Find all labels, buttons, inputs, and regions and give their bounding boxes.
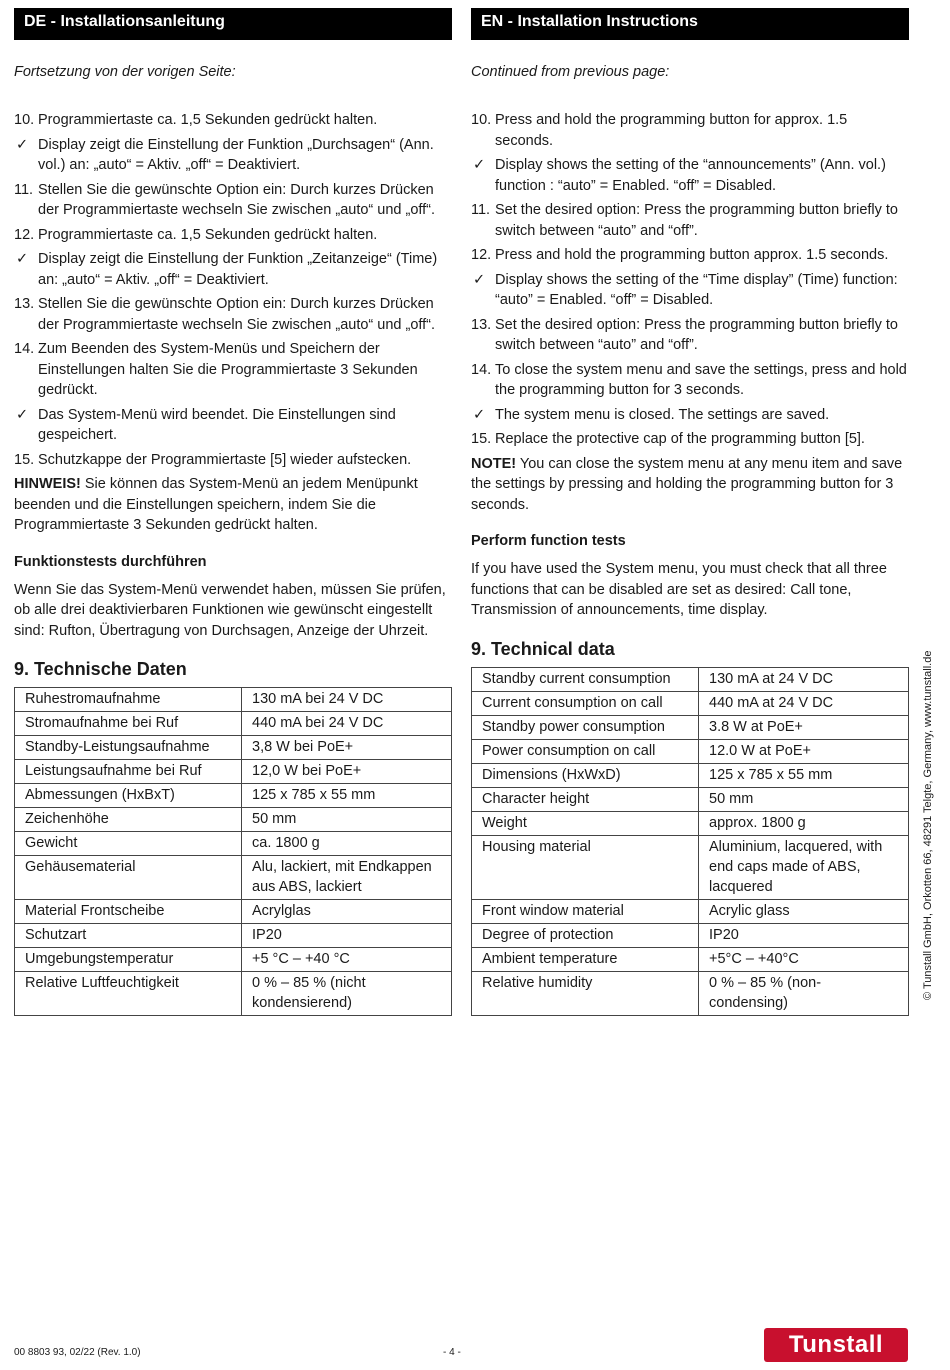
tech-table [14,687,452,1016]
column-de [14,8,452,1016]
step-text: Display shows the setting of the “announcements” (Ann. vol.) function : “auto” = Enabled. “off” = Disabled. [495,157,886,194]
table-row [15,712,452,736]
spec-value: 130 mA bei 24 V DC [242,688,452,712]
spec-value: 3.8 W at PoE+ [699,715,909,739]
table-row [15,972,452,1016]
step-item [14,110,452,131]
checkmark-icon: ✓ [16,136,29,153]
spec-label: Umgebungstemperatur [15,948,242,972]
spec-value: Alu, lackiert, mit Endkappen aus ABS, lackiert [242,856,452,900]
tests-heading: Perform function tests [471,533,626,549]
check-item [14,249,452,290]
checkmark-icon: ✓ [16,251,29,267]
step-item [14,294,452,335]
step-item [471,360,909,401]
spec-value: IP20 [699,923,909,947]
step-text: Display shows the setting of the “Time display” (Time) function: “auto” = Enabled. “off” = Disabled. [495,271,898,308]
step-text: The system menu is closed. The settings are saved. [495,406,830,423]
step-number: 15. [471,431,492,447]
step-text: Set the desired option: Press the programming button briefly to switch between “auto” and “off”. [495,202,898,239]
tech-heading: 9. Technical data [471,638,615,659]
spec-label: Relative Luftfeuchtigkeit [15,972,242,1016]
tunstall-logo: Tunstall [764,1328,908,1362]
spec-label: Front window material [472,899,699,923]
note-text: Sie können das System-Menü an jedem Menüpunkt beenden und die Einstellungen speichern, indem Sie die Programmiertaste 3 Sekunden gedrückt halten. [14,476,418,533]
step-text: Replace the protective cap of the programming button [5]. [495,431,865,447]
spec-label: Standby current consumption [472,667,699,691]
table-row [472,971,909,1015]
step-text: Display zeigt die Einstellung der Funktion „Zeitanzeige“ (Time) an: „auto“ = Aktiv. „off“ = Deaktiviert. [38,251,438,288]
step-item [14,339,452,401]
spec-label: Weight [472,811,699,835]
step-text: Schutzkappe der Programmiertaste [5] wieder aufstecken. [38,451,412,468]
table-row [472,715,909,739]
continued-note: Fortsetzung von der vorigen Seite: [14,64,236,80]
spec-label: Stromaufnahme bei Ruf [15,712,242,736]
step-item [14,180,452,221]
step-text: Stellen Sie die gewünschte Option ein: Durch kurzes Drücken der Programmiertaste wechseln Sie zwischen „auto“ und „off“. [38,181,436,218]
spec-label: Gewicht [15,832,242,856]
step-number: 10. [14,112,35,128]
spec-label: Character height [472,787,699,811]
copyright-text: © Tunstall GmbH, Orkotten 66, 48291 Telgte, Germany, www.tunstall.de [922,650,934,1000]
spec-value: 125 x 785 x 55 mm [699,763,909,787]
note-label: NOTE! [471,455,517,472]
table-row [472,947,909,971]
table-row [15,760,452,784]
spec-label: Ambient temperature [472,947,699,971]
table-row [472,787,909,811]
spec-label: Standby-Leistungsaufnahme [15,736,242,760]
step-text: Stellen Sie die gewünschte Option ein: Durch kurzes Drücken der Programmiertaste wechseln Sie zwischen „auto“ und „off“. [38,296,436,333]
spec-label: Relative humidity [472,971,699,1015]
step-number: 11. [14,181,34,198]
step-item [471,245,909,266]
table-row [472,691,909,715]
step-number: 10. [471,112,492,128]
section-header: DE - Installationsanleitung [14,8,452,40]
checkmark-icon: ✓ [473,271,486,288]
table-row [15,900,452,924]
step-text: Set the desired option: Press the programming button briefly to switch between “auto” and “off”. [495,316,898,353]
table-row [15,688,452,712]
spec-label: Abmessungen (HxBxT) [15,784,242,808]
checkmark-icon: ✓ [473,406,486,423]
step-item [14,450,452,471]
spec-value: 12.0 W at PoE+ [699,739,909,763]
spec-value: 0 % – 85 % (non-condensing) [699,971,909,1015]
continued-note: Continued from previous page: [471,64,670,80]
step-number: 12. [471,247,492,263]
spec-value: 50 mm [242,808,452,832]
tests-text: If you have used the System menu, you must check that all three functions that can be disabled are set as desired: Call tone, Transmission of announcements, time display. [471,561,887,618]
spec-label: Degree of protection [472,923,699,947]
step-text: Press and hold the programming button for approx. 1.5 seconds. [495,112,848,149]
step-number: 12. [14,226,35,243]
spec-value: approx. 1800 g [699,811,909,835]
tech-table [471,667,909,1016]
spec-label: Schutzart [15,924,242,948]
spec-label: Housing material [472,835,699,899]
spec-label: Leistungsaufnahme bei Ruf [15,760,242,784]
step-text: Zum Beenden des System-Menüs und Speichern der Einstellungen halten Sie die Programmiertaste 3 Sekunden gedrückt. [38,341,418,398]
spec-label: Zeichenhöhe [15,808,242,832]
doc-number: 00 8803 93, 02/22 (Rev. 1.0) [14,1347,141,1358]
step-text: Display zeigt die Einstellung der Funktion „Durchsagen“ (Ann. vol.) an: „auto“ = Aktiv. „off“ = Deaktiviert. [38,136,434,173]
table-row [472,835,909,899]
check-item [471,270,909,311]
step-number: 14. [471,361,492,378]
note-text: You can close the system menu at any menu item and save the settings by pressing and holding the programming button for 3 seconds. [471,455,903,513]
check-item [14,135,452,176]
step-text: To close the system menu and save the settings, press and hold the programming button for 3 seconds. [495,361,907,398]
tech-heading: 9. Technische Daten [14,659,187,679]
spec-value: 50 mm [699,787,909,811]
checkmark-icon: ✓ [16,406,29,423]
spec-value: 3,8 W bei PoE+ [242,736,452,760]
spec-value: IP20 [242,924,452,948]
page-number: - 4 - [443,1347,461,1358]
checkmark-icon: ✓ [473,157,486,173]
table-row [15,948,452,972]
spec-label: Material Frontscheibe [15,900,242,924]
spec-value: 12,0 W bei PoE+ [242,760,452,784]
step-item [471,200,909,241]
step-list [14,110,452,470]
table-row [15,856,452,900]
step-number: 15. [14,451,35,468]
table-row [472,899,909,923]
spec-label: Ruhestromaufnahme [15,688,242,712]
spec-label: Standby power consumption [472,715,699,739]
spec-label: Power consumption on call [472,739,699,763]
tests-text: Wenn Sie das System-Menü verwendet haben, müssen Sie prüfen, ob alle drei deaktivierbaren Funktionen wie gewünscht eingestellt sind: Rufton, Übertragung von Durchsagen, Anzeige der Uhrzeit. [14,581,446,639]
check-item [471,405,909,426]
table-row [15,736,452,760]
table-row [472,763,909,787]
table-row [472,739,909,763]
spec-value: 440 mA at 24 V DC [699,691,909,715]
table-row [15,784,452,808]
spec-label: Dimensions (HxWxD) [472,763,699,787]
note [14,474,452,536]
spec-value: 125 x 785 x 55 mm [242,784,452,808]
spec-value: Acrylic glass [699,899,909,923]
table-row [15,924,452,948]
spec-label: Gehäusematerial [15,856,242,900]
table-row [472,667,909,691]
step-item [471,315,909,356]
spec-value: 440 mA bei 24 V DC [242,712,452,736]
step-text: Press and hold the programming button approx. 1.5 seconds. [495,247,889,263]
tests-heading: Funktionstests durchführen [14,553,207,570]
step-item [471,110,909,151]
step-number: 11. [471,202,491,218]
section-header: EN - Installation Instructions [471,8,909,40]
check-item [471,155,909,196]
spec-value: +5 °C – +40 °C [242,948,452,972]
step-number: 14. [14,341,35,357]
column-en [471,8,909,1016]
step-number: 13. [14,296,35,312]
spec-value: Aluminium, lacquered, with end caps made of ABS, lacquered [699,835,909,899]
table-row [472,923,909,947]
step-text: Programmiertaste ca. 1,5 Sekunden gedrückt halten. [38,226,378,243]
step-text: Das System-Menü wird beendet. Die Einstellungen sind gespeichert. [38,406,396,443]
spec-value: +5°C – +40°C [699,947,909,971]
table-row [15,808,452,832]
step-text: Programmiertaste ca. 1,5 Sekunden gedrückt halten. [38,112,378,128]
spec-value: Acrylglas [242,900,452,924]
step-item [14,225,452,246]
table-row [472,811,909,835]
check-item [14,405,452,446]
table-row [15,832,452,856]
note-label: HINWEIS! [14,476,81,492]
spec-value: 130 mA at 24 V DC [699,667,909,691]
step-number: 13. [471,316,492,333]
spec-label: Current consumption on call [472,691,699,715]
note [471,454,909,516]
spec-value: ca. 1800 g [242,832,452,856]
step-list [471,110,909,450]
step-item [471,429,909,450]
spec-value: 0 % – 85 % (nicht kondensierend) [242,972,452,1016]
